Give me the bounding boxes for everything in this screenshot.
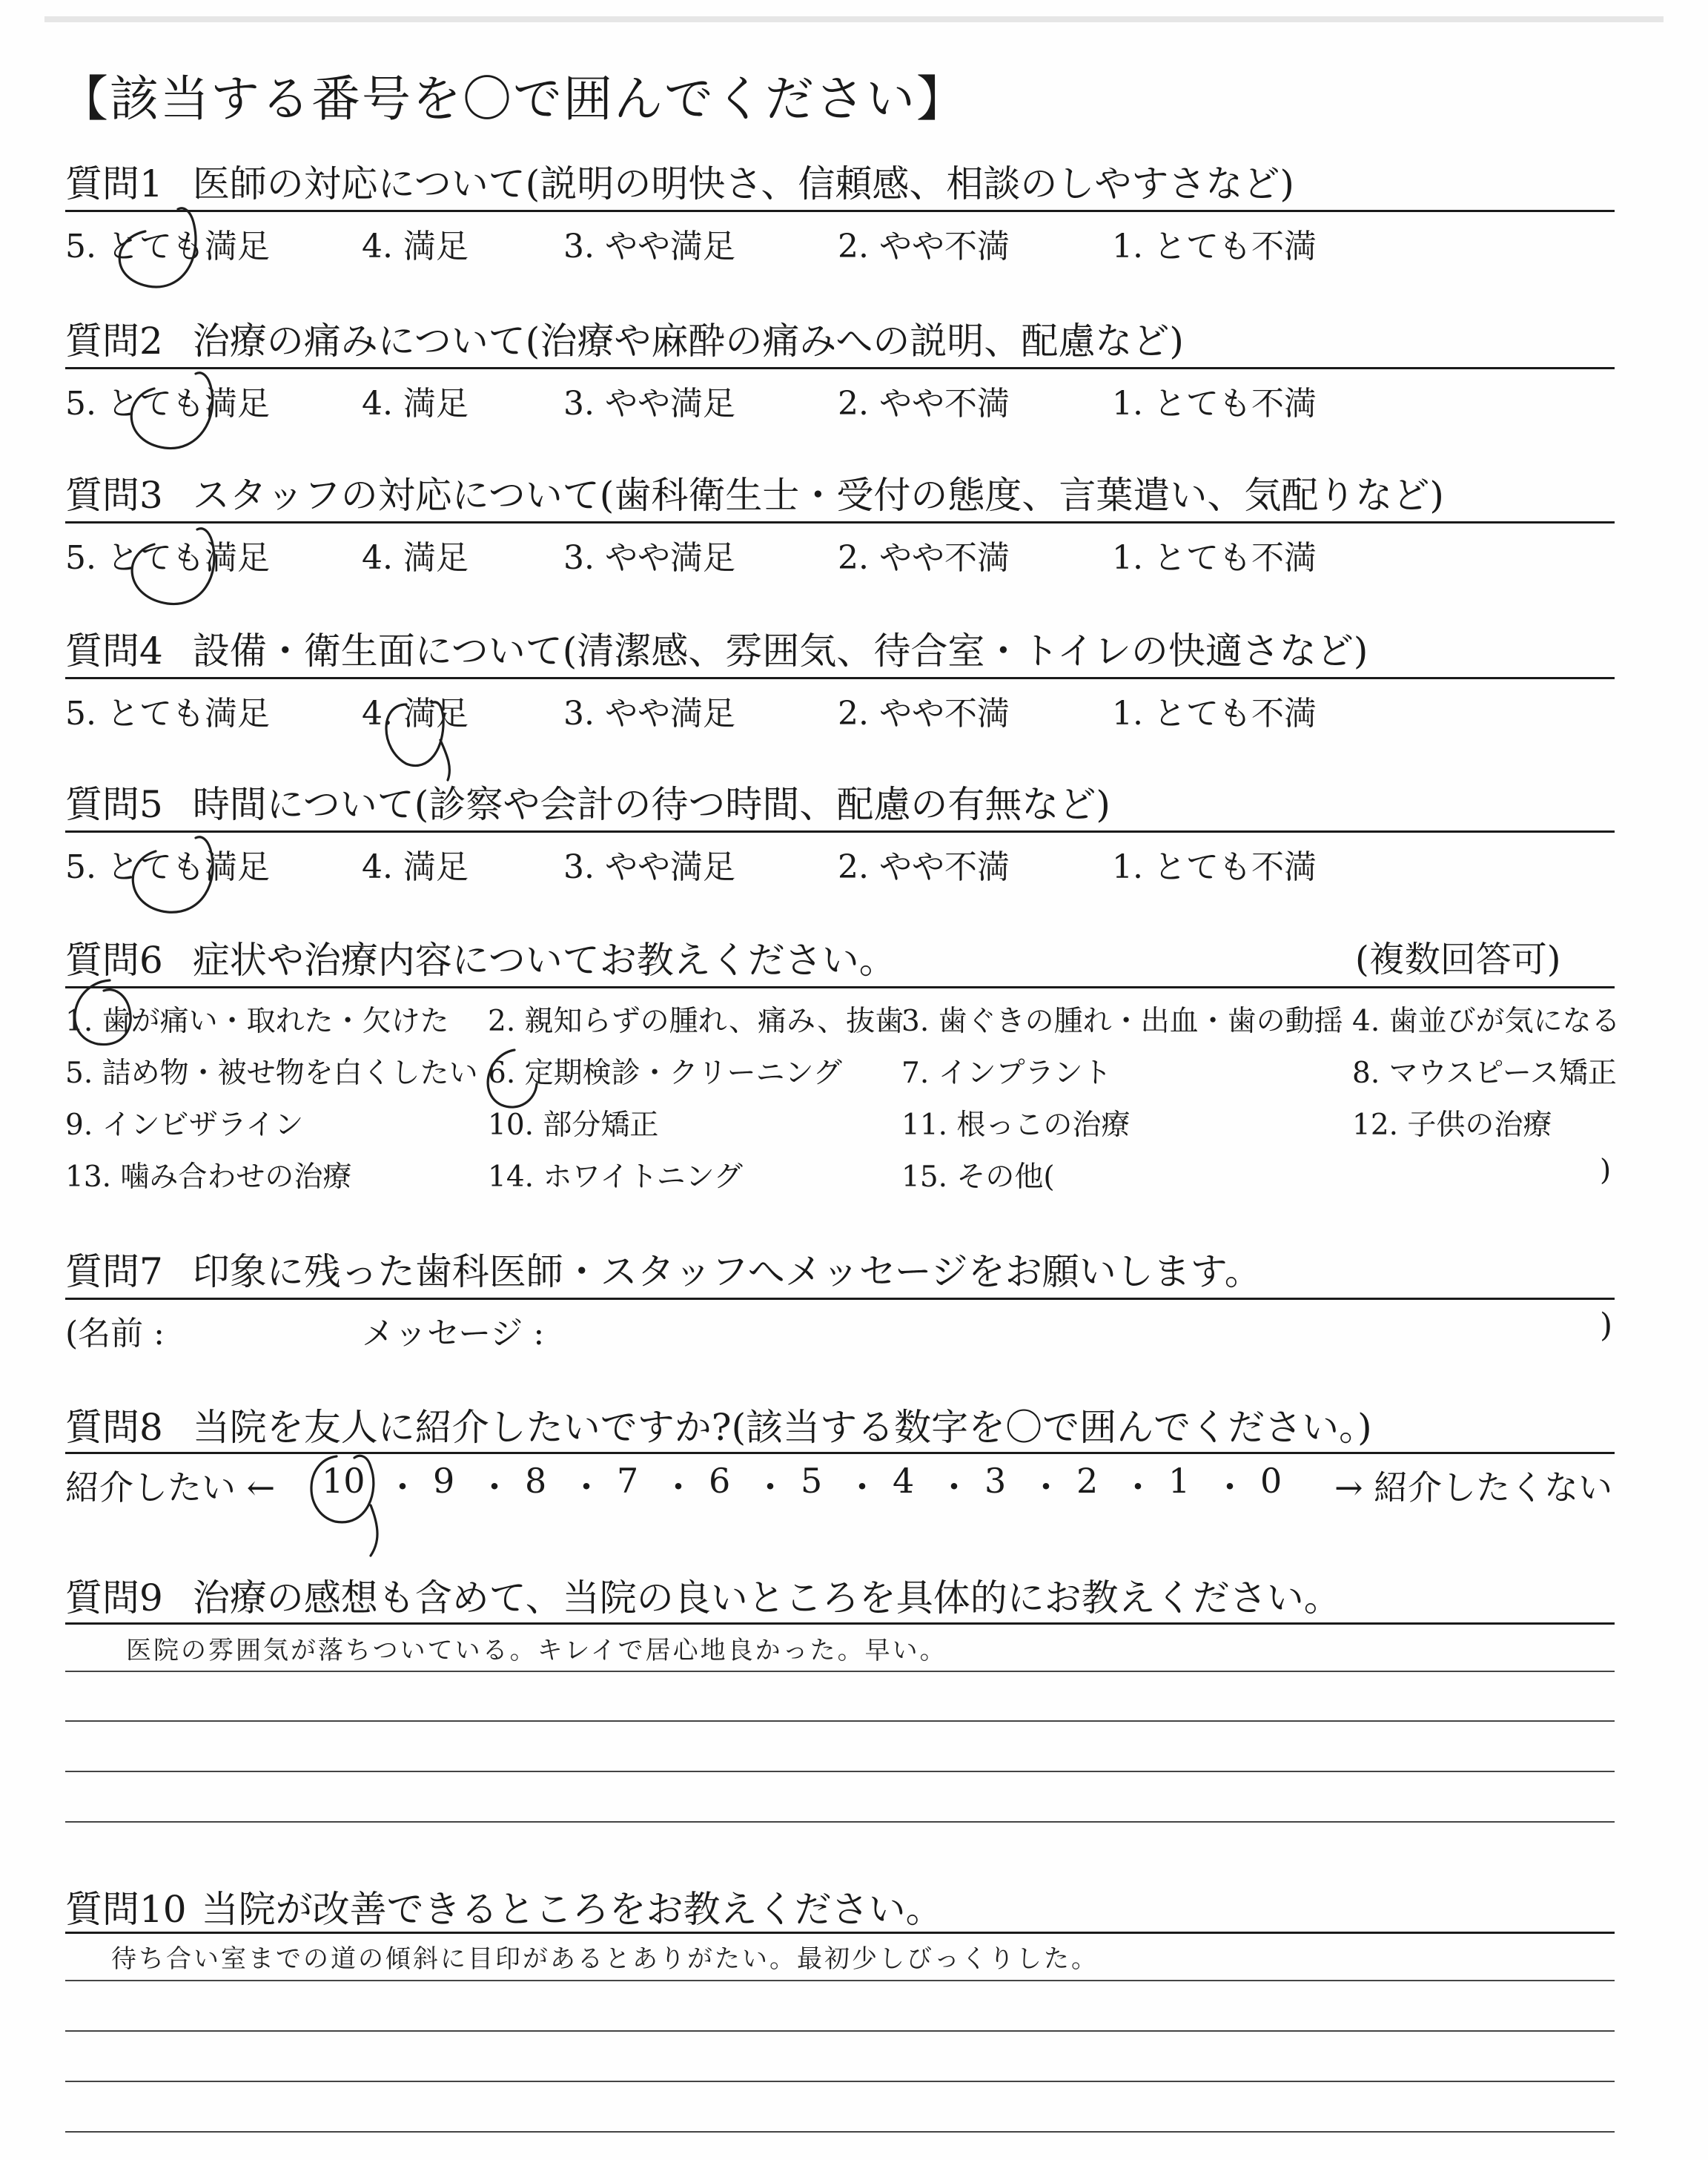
rating-option-1[interactable]: 1. とても不満 <box>1112 228 1317 265</box>
multiple-answer-note: (複数回答可) <box>1355 939 1561 980</box>
rating-option-5[interactable]: 5. とても満足 <box>65 228 270 265</box>
question-text: 当院を友人に紹介したいですか?(該当する数字を〇で囲んでください。) <box>192 1406 1372 1449</box>
scale-separator: ・ <box>477 1467 512 1507</box>
question-text: 印象に残った歯科医師・スタッフへメッセージをお願いします。 <box>192 1250 1262 1293</box>
writing-line <box>65 1980 1615 1981</box>
question-number: 質問9 <box>65 1576 163 1619</box>
writing-line <box>65 2081 1615 2082</box>
scale-option-2[interactable]: 2 <box>1076 1461 1099 1501</box>
rating-option-4[interactable]: 4. 満足 <box>362 848 469 886</box>
rating-option-3[interactable]: 3. やや満足 <box>563 848 735 886</box>
message-close-paren: ) <box>1600 1307 1613 1344</box>
scale-separator: ・ <box>661 1467 695 1507</box>
question-1 <box>65 154 1294 208</box>
question-7 <box>65 1242 1262 1295</box>
message-label: メッセージ : <box>362 1315 545 1353</box>
writing-line <box>65 1771 1615 1772</box>
rating-row-q3 <box>65 531 1615 575</box>
scale-option-1[interactable]: 1 <box>1168 1461 1191 1501</box>
writing-line <box>65 2030 1615 2032</box>
question-text: 治療の痛みについて(治療や麻酔の痛みへの説明、配慮など) <box>192 320 1184 363</box>
question-9 <box>65 1568 1341 1622</box>
question-number: 質問7 <box>65 1250 163 1293</box>
question-6 <box>65 931 896 984</box>
rating-row-q5 <box>65 840 1615 885</box>
question-number: 質問10 <box>65 1888 187 1931</box>
question-text: 治療の感想も含めて、当院の良いところを具体的にお教えください。 <box>192 1576 1341 1619</box>
rating-row-q2 <box>65 377 1615 421</box>
rule <box>65 677 1615 679</box>
rating-option-5[interactable]: 5. とても満足 <box>65 695 270 733</box>
rating-option-1[interactable]: 1. とても不満 <box>1112 848 1317 886</box>
rule <box>65 367 1615 369</box>
rating-option-4[interactable]: 4. 満足 <box>362 539 469 577</box>
rule <box>65 830 1615 833</box>
rule <box>65 1622 1615 1625</box>
rating-option-3[interactable]: 3. やや満足 <box>563 539 735 577</box>
scale-option-6[interactable]: 6 <box>709 1461 731 1501</box>
rating-row-q1 <box>65 219 1615 264</box>
question-text: 症状や治療内容についてお教えください。 <box>192 939 896 982</box>
scale-separator: ・ <box>1213 1467 1247 1507</box>
rule <box>65 210 1615 212</box>
scale-option-5[interactable]: 5 <box>801 1461 823 1501</box>
symptom-option[interactable]: 5. 詰め物・被せ物を白くしたい <box>65 1057 478 1090</box>
symptom-option[interactable]: 13. 噛み合わせの治療 <box>65 1160 352 1194</box>
writing-line <box>65 1720 1615 1722</box>
scale-separator: ・ <box>569 1467 603 1507</box>
question-text: 時間について(診察や会計の待つ時間、配慮の有無など) <box>192 783 1110 826</box>
other-close-paren: ) <box>1600 1154 1612 1187</box>
scale-option-0[interactable]: 0 <box>1260 1461 1282 1501</box>
question-text: 医師の対応について(説明の明快さ、信頼感、相談のしやすさなど) <box>192 162 1294 205</box>
scale-separator: ・ <box>1029 1467 1063 1507</box>
rule <box>65 1932 1615 1934</box>
rating-option-2[interactable]: 2. やや不満 <box>838 539 1010 577</box>
scale-left-label: 紹介したい ← <box>65 1467 276 1507</box>
name-label: (名前 : <box>65 1315 165 1353</box>
question-number: 質問8 <box>65 1406 163 1449</box>
question-4 <box>65 621 1368 675</box>
symptom-option[interactable]: 11. 根っこの治療 <box>901 1109 1131 1142</box>
question-number: 質問1 <box>65 162 163 205</box>
rating-option-1[interactable]: 1. とても不満 <box>1112 539 1317 577</box>
scale-separator: ・ <box>937 1467 971 1507</box>
symptom-option[interactable]: 15. その他( <box>901 1160 1055 1194</box>
symptom-option[interactable]: 1. 歯が痛い・取れた・欠けた <box>65 1005 449 1038</box>
symptom-option[interactable]: 4. 歯並びが気になる <box>1352 1005 1621 1038</box>
scale-option-4[interactable]: 4 <box>893 1461 915 1501</box>
symptom-option[interactable]: 7. インプラント <box>901 1057 1112 1090</box>
question-number: 質問4 <box>65 630 163 673</box>
question-8 <box>65 1398 1372 1451</box>
symptom-option[interactable]: 2. 親知らずの腫れ、痛み、抜歯 <box>488 1005 904 1038</box>
rule <box>65 1298 1615 1300</box>
rating-option-4[interactable]: 4. 満足 <box>362 695 469 733</box>
scale-separator: ・ <box>1121 1467 1155 1507</box>
rating-option-2[interactable]: 2. やや不満 <box>838 228 1010 265</box>
question-5 <box>65 775 1110 828</box>
scale-option-7[interactable]: 7 <box>617 1461 639 1501</box>
rating-option-1[interactable]: 1. とても不満 <box>1112 695 1317 733</box>
rating-row-q4 <box>65 687 1615 731</box>
symptom-option[interactable]: 3. 歯ぐきの腫れ・出血・歯の動揺 <box>901 1005 1343 1038</box>
symptom-option[interactable]: 14. ホワイトニング <box>488 1160 743 1194</box>
rating-option-2[interactable]: 2. やや不満 <box>838 848 1010 886</box>
question-number: 質問2 <box>65 320 163 363</box>
question-2 <box>65 311 1184 365</box>
rating-option-3[interactable]: 3. やや満足 <box>563 695 735 733</box>
symptom-option[interactable]: 12. 子供の治療 <box>1352 1109 1552 1142</box>
rating-option-1[interactable]: 1. とても不満 <box>1112 385 1317 423</box>
question-number: 質問5 <box>65 783 163 826</box>
rating-option-3[interactable]: 3. やや満足 <box>563 228 735 265</box>
writing-line <box>65 2131 1615 2133</box>
rating-option-5[interactable]: 5. とても満足 <box>65 539 270 577</box>
page-heading: 【該当する番号を〇で囲んでください】 <box>59 70 967 128</box>
question-text: スタッフの対応について(歯科衛生士・受付の態度、言葉遣い、気配りなど) <box>192 474 1444 517</box>
question-number: 質問6 <box>65 939 163 982</box>
rating-option-4[interactable]: 4. 満足 <box>362 385 469 423</box>
scale-right-label: → 紹介したくない <box>1334 1467 1613 1507</box>
symptom-option[interactable]: 8. マウスピース矯正 <box>1352 1057 1617 1090</box>
scale-separator: ・ <box>753 1467 787 1507</box>
question-10 <box>65 1880 943 1933</box>
writing-line <box>65 1821 1615 1823</box>
scale-option-3[interactable]: 3 <box>984 1461 1007 1501</box>
symptom-option[interactable]: 10. 部分矯正 <box>488 1109 659 1142</box>
scale-separator: ・ <box>385 1467 420 1507</box>
rating-option-2[interactable]: 2. やや不満 <box>838 385 1010 423</box>
writing-line <box>65 1671 1615 1672</box>
scale-option-10[interactable]: 10 <box>322 1461 365 1501</box>
rating-option-5[interactable]: 5. とても満足 <box>65 385 270 423</box>
question-number: 質問3 <box>65 474 163 517</box>
q10-handwritten-answer[interactable]: 待ち合い室までの道の傾斜に目印があるとありがたい。最初少しびっくりした。 <box>111 1944 1099 1974</box>
recommend-scale <box>65 1461 1615 1508</box>
scale-separator: ・ <box>845 1467 879 1507</box>
question-3 <box>65 466 1444 519</box>
rating-option-2[interactable]: 2. やや不満 <box>838 695 1010 733</box>
question-text: 設備・衛生面について(清潔感、雰囲気、待合室・トイレの快適さなど) <box>192 630 1368 673</box>
rule <box>65 1452 1615 1454</box>
q9-handwritten-answer[interactable]: 医院の雰囲気が落ちついている。キレイで居心地良かった。早い。 <box>126 1636 947 1665</box>
rating-option-3[interactable]: 3. やや満足 <box>563 385 735 423</box>
symptom-option[interactable]: 9. インビザライン <box>65 1109 304 1142</box>
scale-option-8[interactable]: 8 <box>525 1461 547 1501</box>
rule <box>65 986 1615 988</box>
scale-option-9[interactable]: 9 <box>433 1461 455 1501</box>
rating-option-5[interactable]: 5. とても満足 <box>65 848 270 886</box>
top-border <box>44 16 1664 22</box>
symptom-option[interactable]: 6. 定期検診・クリーニング <box>488 1057 842 1090</box>
rating-option-4[interactable]: 4. 満足 <box>362 228 469 265</box>
rule <box>65 521 1615 524</box>
question-text: 当院が改善できるところをお教えください。 <box>201 1888 943 1931</box>
